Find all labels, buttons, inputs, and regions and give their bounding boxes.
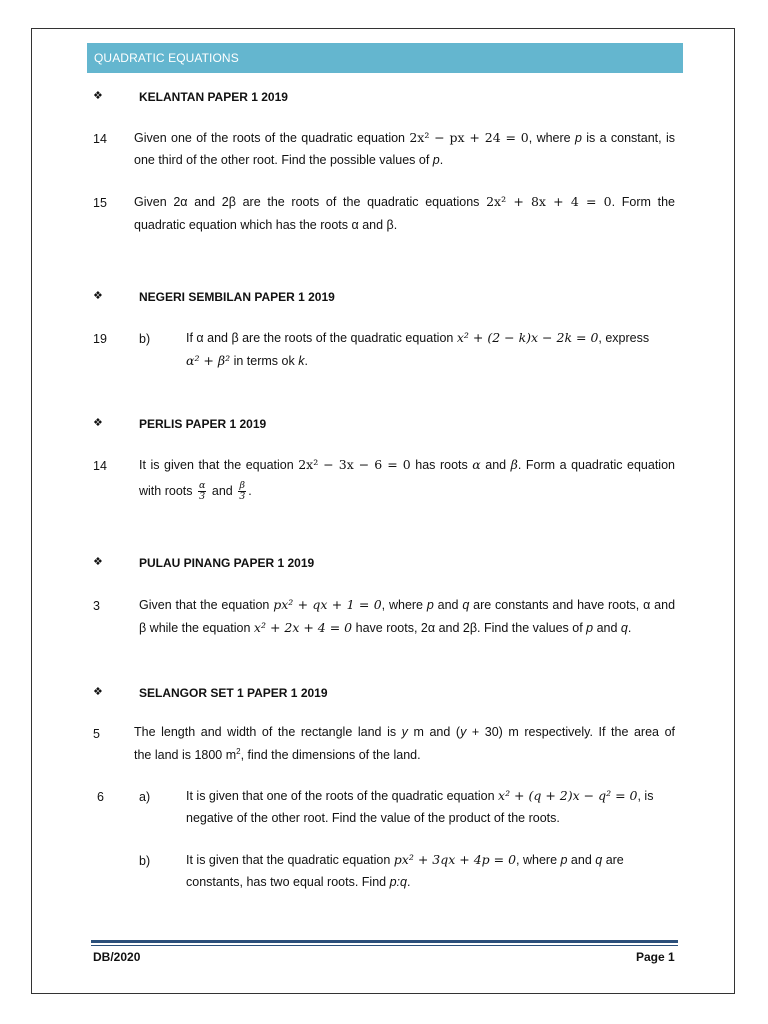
question-part-label: b) bbox=[139, 332, 151, 346]
bullet-icon: ❖ bbox=[93, 686, 103, 698]
bullet-icon: ❖ bbox=[93, 290, 103, 302]
question-number: 6 bbox=[97, 790, 104, 804]
question-s5-line2: the land is 1800 $m^2$, find the dimensions of the land. bbox=[134, 747, 421, 762]
page-border bbox=[31, 28, 735, 994]
question-part-label: a) bbox=[139, 790, 151, 804]
question-k15-line1: Given 2α and 2β are the roots of the quadratic equations 2x² + 8x + 4 = 0. Form the bbox=[134, 194, 676, 209]
question-s6a-line2: negative of the other root. Find the value of the product of the roots. bbox=[186, 811, 560, 825]
equation: α² + β² bbox=[186, 353, 231, 368]
equation: 2x² − 3x − 6 = 0 bbox=[298, 457, 411, 472]
footer-code: DB/2020 bbox=[93, 950, 141, 964]
question-pp3-line2: β while the equation x² + 2x + 4 = 0 have roots, 2α and 2β. Find the values of p and q. bbox=[139, 620, 632, 635]
question-p14-line2: with roots $\frac{\alpha}{3}$ and $\frac{\beta}{3}$ . bbox=[139, 480, 252, 502]
section-heading-perlis: PERLIS PAPER 1 2019 bbox=[139, 417, 267, 431]
bullet-icon: ❖ bbox=[93, 417, 103, 429]
equation: 2x² − px + 24 = 0 bbox=[409, 130, 529, 145]
question-number: 15 bbox=[93, 196, 107, 210]
footer-rule-thin bbox=[91, 945, 678, 946]
page-number: Page 1 bbox=[636, 950, 675, 964]
section-heading-negeri-sembilan: NEGERI SEMBILAN PAPER 1 2019 bbox=[139, 290, 335, 304]
question-s6b-line1: It is given that the quadratic equation px² + 3qx + 4p = 0, where p and q are bbox=[186, 852, 624, 867]
question-k14-line1: Given one of the roots of the quadratic equation 2x² − px + 24 = 0, where p is a constant, is bbox=[134, 130, 676, 145]
question-number: 19 bbox=[93, 332, 107, 346]
section-heading-pulau-pinang: PULAU PINANG PAPER 1 2019 bbox=[139, 556, 315, 570]
question-number: 14 bbox=[93, 132, 107, 146]
equation: px² + qx + 1 = 0 bbox=[273, 597, 382, 612]
footer-rule bbox=[91, 940, 678, 943]
equation: px² + 3qx + 4p = 0 bbox=[393, 852, 517, 867]
question-part-label: b) bbox=[139, 854, 151, 868]
question-number: 14 bbox=[93, 459, 107, 473]
question-p14-line1: It is given that the equation 2x² − 3x − 6 = 0 has roots α and β. Form a quadratic equation bbox=[139, 457, 675, 472]
question-k15-line2: quadratic equation which has the roots α and β. bbox=[134, 218, 398, 232]
question-s5-line1: The length and width of the rectangle land is y m and (y + 30) m respectively. If the area of bbox=[134, 725, 675, 739]
question-k14-line2: one third of the other root. Find the possible values of p. bbox=[134, 153, 444, 167]
equation: x² + 2x + 4 = 0 bbox=[253, 620, 353, 635]
section-heading-kelantan: KELANTAN PAPER 1 2019 bbox=[139, 90, 288, 104]
question-number: 5 bbox=[93, 727, 100, 741]
section-heading-selangor: SELANGOR SET 1 PAPER 1 2019 bbox=[139, 686, 328, 700]
question-n19-line1: If α and β are the roots of the quadratic equation x² + (2 − k)x − 2k = 0, express bbox=[186, 330, 650, 345]
fraction-beta-over-3: $\frac{\beta}{3}$ bbox=[239, 480, 246, 502]
equation: 2x² + 8x + 4 = 0 bbox=[486, 194, 612, 209]
equation: x² + (q + 2)x − q² = 0 bbox=[498, 788, 638, 803]
header-banner bbox=[87, 43, 683, 73]
fraction-alpha-over-3: $\frac{\alpha}{3}$ bbox=[198, 480, 206, 502]
bullet-icon: ❖ bbox=[93, 556, 103, 568]
question-s6b-line2: constants, has two equal roots. Find p:q. bbox=[186, 875, 411, 889]
question-n19-line2: α² + β² in terms ok k. bbox=[186, 353, 308, 368]
question-number: 3 bbox=[93, 599, 100, 613]
question-s6a-line1: It is given that one of the roots of the quadratic equation x² + (q + 2)x − q² = 0, is bbox=[186, 788, 654, 803]
header-title: QUADRATIC EQUATIONS bbox=[94, 51, 239, 65]
equation: x² + (2 − k)x − 2k = 0 bbox=[456, 330, 599, 345]
question-pp3-line1: Given that the equation px² + qx + 1 = 0, where p and q are constants and have roots, α and bbox=[139, 597, 676, 612]
bullet-icon: ❖ bbox=[93, 90, 103, 102]
